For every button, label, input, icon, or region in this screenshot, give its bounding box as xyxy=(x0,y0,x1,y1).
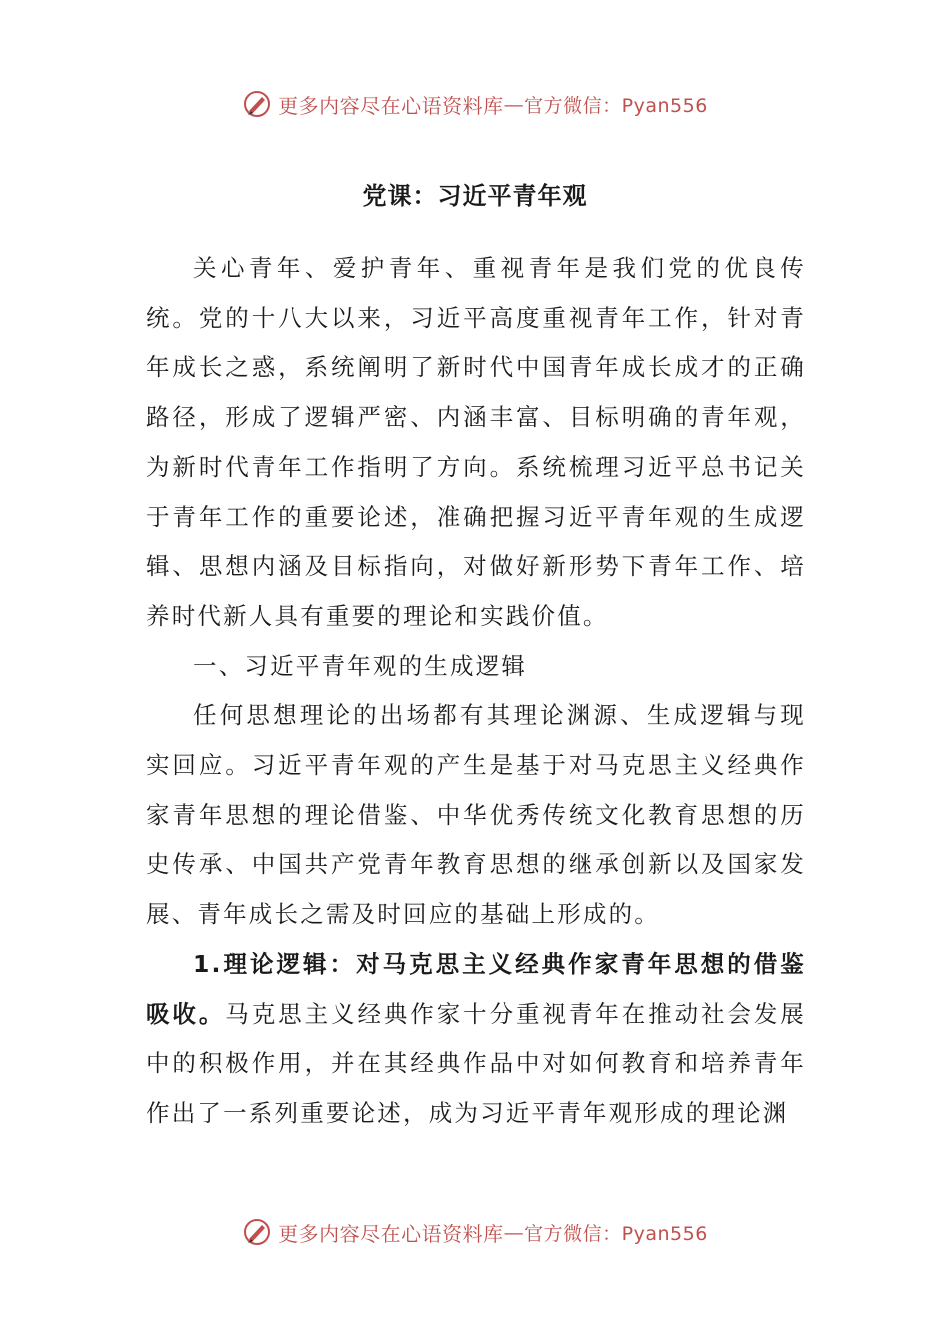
watermark-dash: — xyxy=(503,1220,525,1244)
subheading-theory-logic: 1.理论逻辑：对马克思主义经典作家青年思想的借鉴吸收。 xyxy=(146,949,806,1028)
paragraph-theory-logic-text: 马克思主义经典作家十分重视青年在推动社会发展中的积极作用，并在其经典作品中对如何教育和培养青年作出了一系列重要论述，成为习近平青年观形成的理论渊 xyxy=(146,999,806,1127)
pen-logo-icon xyxy=(242,1217,272,1247)
section-heading-1: 一、习近平青年观的生成逻辑 xyxy=(193,651,528,680)
watermark-header xyxy=(0,84,950,124)
watermark-site-text: 更多内容尽在心语资料库 xyxy=(278,93,504,118)
paragraph-intro: 关心青年、爱护青年、重视青年是我们党的优良传统。党的十八大以来，习近平高度重视青年工作，针对青年成长之惑，系统阐明了新时代中国青年成长成才的正确路径，形成了逻辑严密、内涵丰富、目标明确的青年观，为新时代青年工作指明了方向。系统梳理习近平总书记关于青年工作的重要论述，准确把握习近平青年观的生成逻辑、思想内涵及目标指向，对做好新形势下青年工作、培养时代新人具有重要的理论和实践价值。 xyxy=(146,254,806,630)
watermark-site-text: 更多内容尽在心语资料库 xyxy=(278,1221,504,1246)
watermark-footer xyxy=(0,1212,950,1252)
watermark-wechat-text: 官方微信：Pyan556 xyxy=(524,94,708,117)
pen-logo-icon xyxy=(242,89,272,119)
watermark-wechat-text: 官方微信：Pyan556 xyxy=(524,1222,708,1245)
paragraph-theory-logic xyxy=(146,940,806,1139)
document-body xyxy=(146,244,806,1139)
watermark-dash: — xyxy=(503,92,525,116)
paragraph-origins: 任何思想理论的出场都有其理论渊源、生成逻辑与现实回应。习近平青年观的产生是基于对马克思主义经典作家青年思想的理论借鉴、中华优秀传统文化教育思想的历史传承、中国共产党青年教育思想的继承创新以及国家发展、青年成长之需及时回应的基础上形成的。 xyxy=(146,701,806,929)
document-title: 党课：习近平青年观 xyxy=(362,182,588,210)
